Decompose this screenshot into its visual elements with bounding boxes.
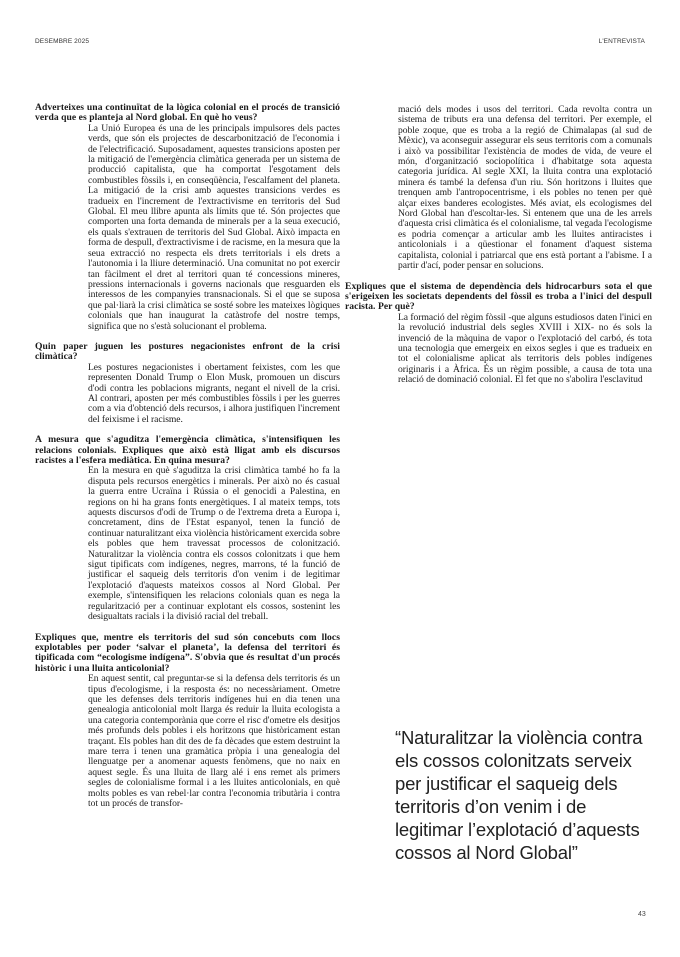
answer: En la mesura en què s'aguditza la crisi climàtica també ho fa la disputa pels recursos energètics i minerals. Per això no és casual la guerra entre Ucraïna i Rússia o el genocidi a Palestina, en regions on hi ha grans fonts energètiques. I al mateix temps, tots aquests discursos d'odi de Trump o de l'extrema dreta a Europa i, concretament, dins de l'Estat espanyol, tenen la funció de continuar naturalitzant eixa violència històricament exercida sobre els pobles que hem travessat processos de colonització. Naturalitzar la violència contra els cossos colonitzats i que hem sigut tipificats com indígenes, negres, marrons, té la funció de justificar el saqueig dels territoris d'on venim i de legitimar l'explotació d'aquests mateixos cossos al Nord Global. Per exemple, s'intensifiquen les relacions colonials quan es nega la regularització per a continuar explotant els cossos, sostenint les desigualtats racials i la divisió racial del treball. [88, 465, 340, 623]
left-column [35, 103, 340, 809]
question: Expliques que, mentre els territoris del sud són concebuts com llocs explotables per poder ‘salvar el planeta’, la defensa del territori és tipificada com “ecologisme indígena”. S'obvia que és resultat d'un procés històric i una lluita anticolonial? [35, 631, 340, 674]
question: Expliques que el sistema de dependència dels hidrocarburs sota el que s'erigeixen les societats dependents del fòssil es troba a l'inici del despull racista. Per què? [345, 280, 652, 313]
answer: Les postures negacionistes i obertament feixistes, com les que representen Donald Trump o Elon Musk, promouen un discurs d'odi contra les poblacions migrants, negant el nivell de la crisi. Al contrari, aposten per més combustibles fòssils i per les guerres com a via d'obtenció dels recursos, i alhora justifiquen l'increment del feixisme i el racisme. [88, 361, 340, 425]
question: Quin paper juguen les postures negacionistes enfront de la crisi climàtica? [35, 340, 340, 363]
answer: En aquest sentit, cal preguntar-se si la defensa dels territoris és un tipus d'ecologisme, i la resposta és: no necessàriament. Ometre que les defenses dels territoris indígenes hui en dia tenen una genealogia anticolonial molt llarga és reduir la lluita ecologista a una categoria contemporània que corre el risc d'ometre els desitjos més profunds dels pobles i els horitzons que històricament estan traçant. Els pobles han dit des de fa dècades que estem destruint la mare terra i tenen una gramàtica pròpia i una genealogia del llenguatge per a anomenar aquests fenòmens, que no naix en aquest segle. És una lluita de llarg alé i ens remet als primers segles de colonialisme formal i a les lluites anticolonials, en què molts pobles es van rebel·lar contra l'economia tributària i contra tot un procés de transfor- [88, 673, 340, 809]
page-number: 43 [638, 911, 646, 918]
answer: La formació del règim fòssil -que alguns estudiosos daten l'inici en la revolució industrial dels segles XVIII i XIX- no és sols la invenció de la màquina de vapor o l'explotació del carbó, és tota una tecnologia que emergeix en eixos segles i que es tradueix en tot el colonialisme aplicat als territoris dels pobles indígenes originaris i a Àfrica. És un règim possible, a causa de tota una relació de dominació colonial. El fet que no s'abolira l'esclavitud [398, 311, 652, 386]
issue-date: DESEMBRE 2025 [35, 38, 90, 45]
right-column [345, 105, 652, 386]
answer: La Unió Europea és una de les principals impulsores dels pactes verds, que són els projectes de descarbonització de l'economia i de l'electrificació. Suposadament, aquestes transicions aposten per la mitigació de l'emergència climàtica generada per un sistema de producció capitalista, que ha comportat l'esgotament dels combustibles fòssils i, en conseqüència, l'escalfament del planeta. La mitigació de la crisi amb aquestes transicions verdes es tradueix en l'increment de l'extractivisme en territoris del Sud Global. El meu llibre apunta als límits que té. Són projectes que comporten una forta demanda de minerals per a la seua execució, els quals s'extrauen de territoris del Sud Global. Això impacta en forma de despull, d'extractivisme i de racisme, en la mesura que la seua extracció no respecta els drets territorials i els drets a l'autonomia i la lliure determinació. Una comunitat no pot exercir tan fàcilment el dret al territori quan té concessions mineres, pressions internacionals i governs nacionals que resguarden els interessos de les companyies transnacionals. Si el que se suposa que pal·liarà la crisi climàtica se sosté sobre les mateixes lògiques colonials que han inaugurat la catàstrofe del nostre temps, significa que no s'està solucionant el problema. [88, 122, 340, 332]
answer-continuation: mació dels modes i usos del territori. Cada revolta contra un sistema de tributs era una defensa del territori. Per exemple, el poble zoque, que es troba a la regió de Chimalapas (al sud de Mèxic), va aconseguir assegurar els seus territoris com a comunals i això va possibilitar l'existència de modes de vida, de veure el món, d'organització sociopolítica i d'habitatge sota aquesta categoria jurídica. Al segle XXI, la lluita contra una explotació minera és també la defensa d'un riu. Són horitzons i lluites que trenquen amb l'antropocentrisme, i els pobles no tenen per què alçar eixes banderes ecologistes. Més aviat, els ecologismes del Nord Global han d'escoltar-les. Si entenem que una de les arrels d'aquesta crisi climàtica és el colonialisme, tal vegada l'ecologisme es podria començar a articular amb les lluites antiracistes i anticolonials i a qüestionar el fonament d'aquest sistema capitalista, colonial i patriarcal que ens està portant a l'abisme. I a partir d'ací, poder pensar en solucions. [398, 104, 652, 272]
pull-quote: “Naturalitzar la violència contra els cossos colonitzats serveix per justificar el saqueig dels territoris d’on venim i de legitimar l’explotació d’aquests cossos al Nord Global” [395, 727, 643, 863]
section-label: L'ENTREVISTA [598, 38, 645, 45]
question: Adverteixes una continuïtat de la lògica colonial en el procés de transició verda que es planteja al Nord global. En què ho veus? [35, 102, 340, 124]
question: A mesura que s'aguditza l'emergència climàtica, s'intensifiquen les relacions colonials. Expliques que això està lligat amb els discursos racistes a l'esfera mediàtica. En quina mesura? [35, 434, 340, 466]
